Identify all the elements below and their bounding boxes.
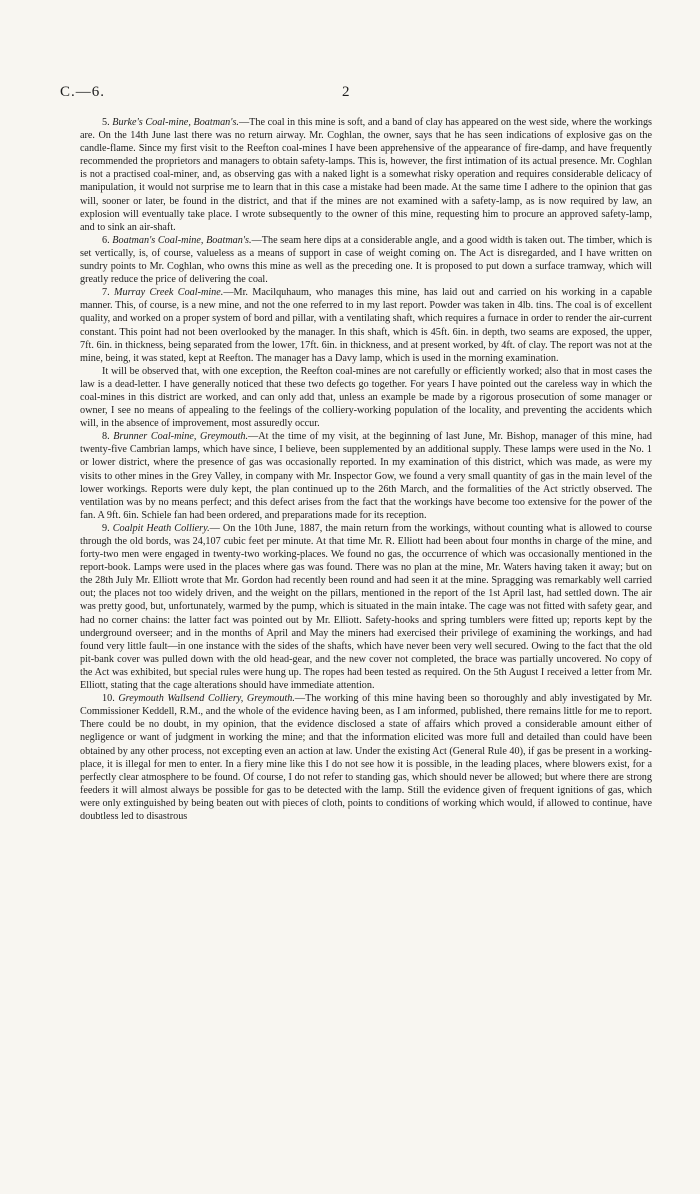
- paragraph-text: —The working of this mine having been so thoroughly and ably investigated by Mr. Commissioner Keddell, R.M., and the whole of the evidence having been, as I am informed, published, there remains little for me to report. There could be no doubt, in my opinion, that the evidence disclosed a state of affairs which proved a considerable amount either of negligence or want of judgment in working the mine; and that the information elicited was more full and detailed than could have been obtained by any other process, not excepting even an action at law. Under the existing Act (General Rule 40), if gas be present in a working-place, it is illegal for men to enter. In a fiery mine like this I do not see how it is possible, in the leading places, where blowers exist, for a perfectly clear atmosphere to be found. Of course, I do not refer to standing gas, which should never be allowed; but where there are strong feeders it will almost always be possible for gas to be detected with the lamp. Still the evidence given of frequent ignitions of gas, which were only extinguished by being beaten out with pieces of cloth, points to conditions of working which would, if allowed to continue, have doubtless led to disastrous: [80, 693, 652, 822]
- paragraph: [80, 286, 652, 365]
- paragraph-title: Burke's Coal-mine, Boatman's.: [112, 117, 239, 128]
- paragraph-number: 10.: [102, 693, 115, 705]
- report-body: [80, 116, 652, 823]
- paragraph-text: —The coal in this mine is soft, and a band of clay has appeared on the west side, where the workings are. On the 14th June last there was no return airway. Mr. Coghlan, the owner, says that he has seen indications of explosive gas on the candle-flame. Since my first visit to the Reefton coal-mines I have been apprehensive of the appearance of fire-damp, and have frequently recommended the proprietors and managers to obtain safety-lamps. This is, however, the first intimation of its actual presence. Mr. Coghlan is not a practised coal-miner, and, as observing gas with a naked light is a somewhat risky operation and requires considerable delicacy of manipulation, it would not surprise me to learn that in this case a mistake had been made. At the same time I adhere to the opinion that gas will, sooner or later, be found in the district, and that if the mines are not examined with a safety-lamp, as is now required by law, an explosion will eventually take place. I wrote subsequently to the owner of this mine, requesting him to procure an approved safety-lamp, and to sink an air-shaft.: [80, 117, 653, 233]
- paragraph-text: —The seam here dips at a considerable angle, and a good width is taken out. The timber, which is set vertically, is, of course, valueless as a means of support in case of weight coming on. The Act is disregarded, and I have written on sundry points to Mr. Coghlan, who owns this mine as well as the preceding one. It is proposed to put down a surface tramway, which will greatly reduce the price of delivering the coal.: [80, 234, 652, 286]
- paragraph-number: 6.: [102, 234, 110, 246]
- paragraph-title: Murray Creek Coal-mine.: [114, 287, 224, 299]
- paragraph: [80, 234, 652, 286]
- page-number: 2: [342, 84, 350, 100]
- paragraph-text: —At the time of my visit, at the beginning of last June, Mr. Bishop, manager of this mine, had twenty-five Cambrian lamps, which have since, I believe, been supplemented by an additional supply. These lamps were used in the No. 1 or lower district, where the presence of gas was occasionally reported. In my examination of this district, which was made, as were my visits to other mines in the Grey Valley, in company with Mr. Inspector Gow, we found a very small quantity of gas in the main level of the lower workings. Reports were duly kept, the plan continued up to the 26th March, and the formalities of the Act strictly observed. The ventilation was by no means perfect; and this defect arises from the fact that the workings have become too extensive for the power of the fan. A 9ft. 6in. Schiele fan had been ordered, and preparations made for its reception.: [80, 431, 653, 521]
- paragraph: [80, 692, 652, 823]
- paragraph-title: Coalpit Heath Colliery.: [112, 522, 210, 534]
- paragraph-text: — On the 10th June, 1887, the main return from the workings, without counting what is allowed to course through the old bords, was 24,107 cubic feet per minute. At that time Mr. R. Elliott had been about four months in charge of the mine, and forty-two men were engaged in twenty-two working-places. We found no gas, the occurrence of which was occasionally mentioned in the report-book. Lamps were used in the places where gas was found. There was no plan at the mine, Mr. Waters having taken it away; but on the 28th July Mr. Elliott wrote that Mr. Gordon had recently been round and had seen it at the mine. Spragging was remarkably well carried out; the places not too widely driven, and the weight on the pillars, mentioned in the report of the 1st April last, had settled down. The air was pretty good, but, unfortunately, warmed by the pump, which is situated in the main intake. The cage was not fitted with safety gear, and had no corner chains: the latter fact was pointed out by Mr. Elliott. Safety-hooks and spring tumblers were fitted up; reports kept by the underground overseer; and in the months of April and May the miners had exercised their privilege of examining the workings, and had found very little fault—in one instance with the sides of the shafts, which have never been very well secured. Owing to the fact that the old pit-bank cover was pulled down with the old head-gear, and the new cover not completed, the brace was partially uncovered. No copy of the Act was exhibited, but special rules were hung up. The ropes had been tested as required. On the 5th August I received a letter from Mr. Elliott, stating that the cage alterations should have immediate attention.: [80, 522, 652, 692]
- document-reference: C.—6.: [60, 84, 106, 100]
- paragraph-text: It will be observed that, with one exception, the Reefton coal-mines are not carefully or efficiently worked; also that in most cases the law is a dead-letter. I have generally noticed that these two defects go together. For years I have pointed out the careless way in which the coal-mines in this district are worked, and can only add that, unless an example be made by a rigorous prosecution of some manager or owner, I see no means of appealing to the feelings of the colliery-working population of the locality, and preventing the accidents which will, in the absence of improvement, most assuredly occur.: [80, 365, 652, 430]
- paragraph-number: 5.: [102, 117, 110, 128]
- paragraph-title: Greymouth Wallsend Colliery, Greymouth.: [118, 693, 295, 705]
- paragraph: [80, 365, 652, 430]
- paragraph: [80, 430, 652, 522]
- paragraph-number: 7.: [102, 287, 110, 299]
- paragraph: [80, 116, 652, 234]
- paragraph-number: 9.: [102, 522, 110, 534]
- paragraph-title: Brunner Coal-mine, Greymouth.: [113, 431, 249, 443]
- paragraph-title: Boatman's Coal-mine, Boatman's.: [112, 234, 252, 246]
- paragraph: [80, 522, 652, 692]
- paragraph-text: —Mr. Macilquhaum, who manages this mine, has laid out and carried on his working in a capable manner. This, of course, is a new mine, and not the one referred to in my last report. Powder was taken in 4lb. tins. The coal is of excellent quality, and worked on a proper system of bord and pillar, with a ventilating shaft, which requires a furnace in order to render the air-current constant. This point had not been overlooked by the manager. In this shaft, which is 45ft. 6in. in depth, two seams are exposed, the upper, 7ft. 6in. in thickness, being separated from the lower, 17ft. 6in. in thickness, and at present worked, by 4ft. of clay. The report was not at the mine, being, it was stated, kept at Reefton. The manager has a Davy lamp, which is used in the morning examination.: [80, 287, 653, 364]
- paragraph-number: 8.: [102, 431, 110, 443]
